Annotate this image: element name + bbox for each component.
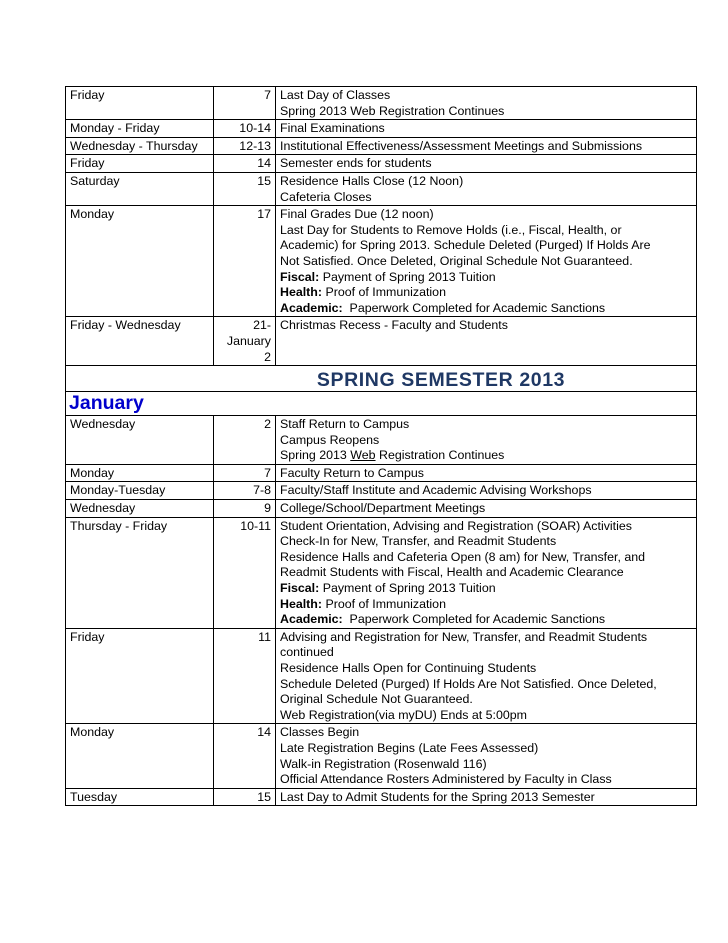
event-cell [276,137,697,155]
event-line: Faculty/Staff Institute and Academic Advising Workshops [280,483,592,498]
day-cell: Saturday [66,172,214,205]
table-row [66,482,697,500]
date-cell: 12-13 [214,137,276,155]
day-cell: Wednesday - Thursday [66,137,214,155]
clearance-text: Payment of Spring 2013 Tuition [319,581,496,596]
day-cell: Wednesday [66,500,214,518]
table-row [66,464,697,482]
table-row [66,155,697,173]
web-line-before: Spring 2013 [280,448,351,463]
event-line: Walk-in Registration (Rosenwald 116) [280,756,487,771]
date-cell: 7-8 [214,482,276,500]
event-line: Residence Halls Open for Continuing Students [280,661,537,675]
event-line: Last Day of Classes [280,88,391,102]
event-line: Late Registration Begins (Late Fees Assessed) [280,740,539,755]
table-row [66,87,697,120]
event-line: continued [280,645,334,660]
event-line: Last Day for Students to Remove Holds (i.e., Fiscal, Health, or [280,222,622,237]
clearance-label: Health: [280,596,322,611]
event-line: Faculty Return to Campus [280,465,424,480]
semester-header [66,366,697,416]
table-row [66,788,697,806]
web-line-after: Registration Continues [375,448,505,463]
month-heading: January [69,392,144,415]
spring-rows [66,416,697,806]
date-cell: 15 [214,788,276,806]
fall-rows [66,87,697,366]
table-row [66,500,697,518]
clearance-text: Payment of Spring 2013 Tuition [319,269,496,284]
date-cell: 7 [214,464,276,482]
clearance-line [280,270,692,286]
date-cell: 17 [214,206,276,317]
event-line: Original Schedule Not Guaranteed. [280,692,473,707]
event-line: Final Grades Due (12 noon) [280,207,434,222]
event-line: Schedule Deleted (Purged) If Holds Are Not Satisfied. Once Deleted, [280,676,657,691]
event-line: College/School/Department Meetings [280,501,486,516]
web-link[interactable]: Web [350,448,376,463]
event-cell [276,120,697,138]
day-cell: Friday - Wednesday [66,317,214,366]
table-row [66,206,697,317]
date-cell: 7 [214,87,276,120]
event-cell [276,206,697,317]
clearance-label: Fiscal: [280,269,320,284]
table-row [66,120,697,138]
clearance-line [280,597,692,613]
date-line: 2 [264,349,271,364]
day-cell: Monday - Friday [66,120,214,138]
clearance-text: Proof of Immunization [322,596,446,611]
day-cell: Friday [66,155,214,173]
event-line: Christmas Recess - Faculty and Students [280,318,508,333]
event-cell [276,628,697,724]
event-line: Classes Begin [280,725,360,740]
event-line: Residence Halls and Cafeteria Open (8 am) for New, Transfer, and [280,549,646,564]
event-cell [276,464,697,482]
event-cell [276,724,697,788]
day-cell: Friday [66,628,214,724]
date-cell [214,317,276,366]
event-line: Academic) for Spring 2013. Schedule Deleted (Purged) If Holds Are [280,238,651,253]
date-cell: 10-14 [214,120,276,138]
day-cell: Monday-Tuesday [66,482,214,500]
event-cell [276,172,697,205]
day-cell: Wednesday [66,416,214,465]
date-cell: 15 [214,172,276,205]
table-row [66,628,697,724]
event-line: Last Day to Admit Students for the Spring 2013 Semester [280,789,595,804]
clearance-text: Proof of Immunization [322,285,446,300]
clearance-label: Health: [280,285,322,300]
clearance-label: Fiscal: [280,581,320,596]
event-line: Student Orientation, Advising and Registration (SOAR) Activities [280,518,632,533]
clearance-label: Academic: [280,300,343,315]
event-line: Advising and Registration for New, Transfer, and Readmit Students [280,629,648,644]
event-line: Semester ends for students [280,156,432,171]
day-cell: Thursday - Friday [66,517,214,628]
day-cell: Monday [66,724,214,788]
semester-header-cell [66,366,697,392]
day-cell: Tuesday [66,788,214,806]
event-line: Not Satisfied. Once Deleted, Original Schedule Not Guaranteed. [280,253,633,268]
event-line: Web Registration(via myDU) Ends at 5:00pm [280,707,527,722]
event-line: Official Attendance Rosters Administered by Faculty in Class [280,772,612,787]
date-cell: 10-11 [214,517,276,628]
event-line: Institutional Effectiveness/Assessment Meetings and Submissions [280,138,643,153]
event-cell [276,517,697,628]
event-line: Readmit Students with Fiscal, Health and Academic Clearance [280,565,624,580]
event-line: Spring 2013 Web Registration Continues [280,103,505,118]
day-cell: Monday [66,464,214,482]
table-row [66,137,697,155]
event-cell [276,482,697,500]
clearance-line [280,301,692,317]
date-cell: 11 [214,628,276,724]
event-line: Check-In for New, Transfer, and Readmit Students [280,534,557,549]
event-line [280,448,692,464]
date-line: 21- [253,318,271,333]
month-header-cell [66,392,697,416]
clearance-text: Paperwork Completed for Academic Sanctions [342,300,606,315]
event-cell [276,788,697,806]
table-row [66,724,697,788]
event-line: Campus Reopens [280,432,380,447]
date-cell: 2 [214,416,276,465]
event-cell [276,87,697,120]
day-cell: Monday [66,206,214,317]
date-cell: 14 [214,155,276,173]
event-cell [276,155,697,173]
event-line: Cafeteria Closes [280,189,372,204]
table-row [66,416,697,465]
event-cell [276,416,697,465]
table-row [66,317,697,366]
clearance-line [280,581,692,597]
date-cell: 9 [214,500,276,518]
date-line: January [226,333,271,348]
clearance-label: Academic: [280,612,343,627]
event-line: Staff Return to Campus [280,417,410,432]
academic-calendar-table [65,86,697,806]
event-cell [276,317,697,366]
clearance-line [280,285,692,301]
date-cell: 14 [214,724,276,788]
table-row [66,517,697,628]
event-line: Residence Halls Close (12 Noon) [280,173,464,188]
event-line: Final Examinations [280,121,385,136]
clearance-line [280,612,692,628]
table-row [66,172,697,205]
event-cell [276,500,697,518]
clearance-text: Paperwork Completed for Academic Sanctions [342,612,606,627]
day-cell: Friday [66,87,214,120]
semester-title: SPRING SEMESTER 2013 [316,369,566,392]
